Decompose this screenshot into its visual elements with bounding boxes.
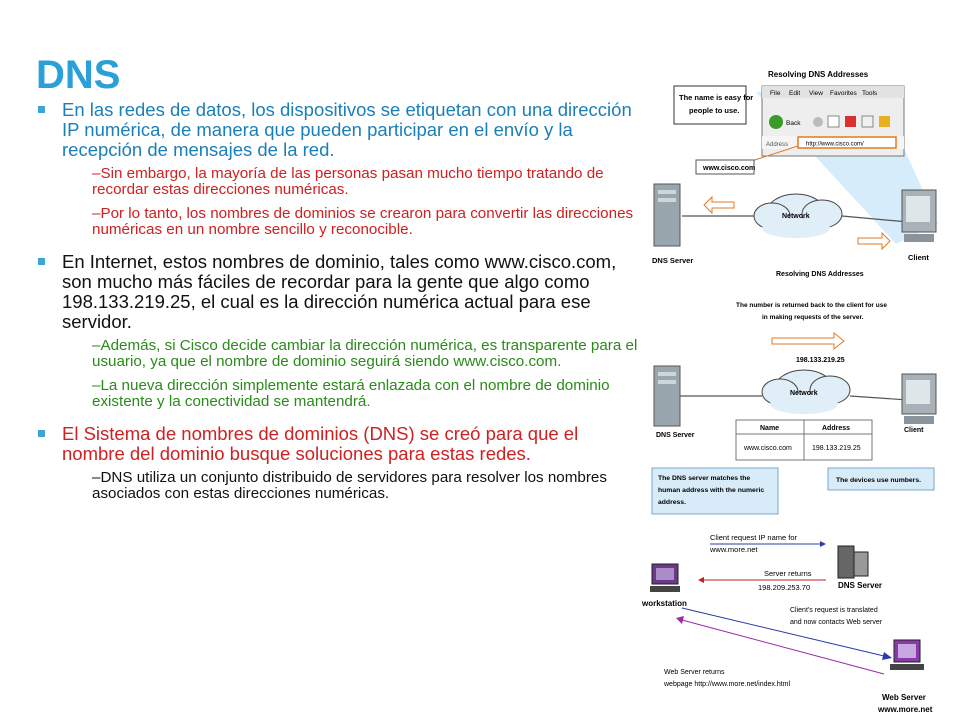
figure-resolving-dns-1 [646,66,946,288]
ret-line-2: 198.209.253.70 [758,583,811,592]
callout-dns-matches-line-2: human address with the numeric [658,487,765,494]
back-label[interactable]: Back [786,120,801,127]
forward-arrow-icon[interactable] [813,117,823,127]
dns-server-icon [654,184,680,246]
request-arrow-icon [704,197,734,213]
fig2-network-label: Network [790,390,818,397]
trans-line-2: and now contacts Web server [790,619,883,626]
bullet-3-text: El Sistema de nombres de dominios (DNS) se creó para que el nombre del dominio busque soluciones para estas redes. [62,423,579,464]
row-address-cell: 198.133.219.25 [812,445,861,452]
translated-request-head-icon [882,652,892,660]
bullet-1-sub-1: –Sin embargo, la mayoría de las personas pasan mucho tiempo tratando de recordar estas direcciones numéricas. [92,165,604,198]
workstation-label: workstation [642,599,687,608]
menu-view[interactable]: View [809,90,823,97]
refresh-icon[interactable] [845,116,856,127]
dns-server-icon [838,546,868,578]
bullet-1-sub-2: –Por lo tanto, los nombres de dominios se crearon para convertir las direcciones numéricas en un nombre sencillo y reconocible. [92,205,634,238]
workstation-icon [650,564,680,592]
col-name-header: Name [760,425,780,432]
url-box-text: www.cisco.com [703,165,756,172]
bullet-square-icon [38,430,45,437]
reply-arrow-icon [858,233,890,249]
slide-body [36,100,642,510]
web-server-label-2: www.more.net [878,705,933,714]
bullet-2-text: En Internet, estos nombres de dominio, tales como www.cisco.com, son mucho más fáciles de recordar para la gente que algo como 198.133.219.25, el cual es la dirección numérica actual para ese servidor. [62,251,617,332]
bullet-square-icon [38,106,45,113]
slide-title: DNS [36,53,121,97]
favorites-icon[interactable] [879,116,890,127]
req-line-2: www.more.net [710,545,758,554]
return-arrow-icon [772,333,844,349]
web-line-2: webpage http://www.more.net/index.html [664,681,791,688]
figure-resolving-dns-2 [646,292,946,522]
bullet-2-sub-1: –Además, si Cisco decide cambiar la dirección numérica, es transparente para el usuario, ya que el nombre de dominio seguirá siendo www.cisco.com. [92,337,638,370]
row-name-cell: www.cisco.com [744,445,792,452]
bullet-square-icon [38,258,45,265]
bullet-2-sub-2: –La nueva dirección simplemente estará enlazada con el nombre de dominio existente y la conectividad se mantendrá. [92,377,610,410]
req-line-1: Client request IP name for [710,533,797,542]
home-icon[interactable] [862,116,873,127]
fig1-title: Resolving DNS Addresses [768,70,869,79]
callout-dns-matches-line-1: The DNS server matches the [658,475,751,482]
address-label: Address [766,142,789,148]
menu-file[interactable]: File [770,90,781,97]
bullet-2 [36,252,642,332]
menu-tools[interactable]: Tools [862,90,878,97]
stop-icon[interactable] [828,116,839,127]
col-address-header: Address [822,425,851,432]
fig2-ip-label: 198.133.219.25 [796,357,845,364]
fig2-note-line-2: in making requests of the server. [762,314,864,321]
web-line-1: Web Server returns [664,669,725,676]
fig1-network-label: Network [782,213,810,220]
return-arrow-head-icon [698,577,704,583]
callout-dns-matches-line-3: address. [658,499,686,506]
webpage-return-head-icon [676,616,684,624]
fig2-client-label: Client [904,427,924,434]
fig2-note-line-1: The number is returned back to the client for use [736,302,887,309]
translated-request-line [682,608,884,656]
bullet-1 [36,100,642,160]
menu-favorites[interactable]: Favorites [830,90,857,97]
fig1-bottom-caption: Resolving DNS Addresses [776,271,864,278]
callout-devices-numbers-text: The devices use numbers. [836,477,921,484]
bullet-3-sub-1: –DNS utiliza un conjunto distribuido de servidores para resolver los nombres asociados con estas direcciones numéricas. [92,469,607,502]
fig2-dns-server-label: DNS Server [656,432,695,439]
bullet-1-text: En las redes de datos, los dispositivos se etiquetan con una dirección IP numérica, de manera que pueden participar en el envío y la recepción de mensajes de la red. [62,99,632,160]
dns-server-icon [654,366,680,426]
client-pc-icon [902,190,936,242]
bullet-3 [36,424,642,464]
menu-edit[interactable]: Edit [789,90,801,97]
fig1-dns-server-label: DNS Server [652,256,694,265]
figure-dns-lookup-flow [640,528,952,720]
callout-easy-name-line-2: people to use. [689,106,740,115]
link-cloud-client [850,396,908,400]
callout-easy-name [674,86,746,124]
ret-line-1: Server returns [764,569,812,578]
fig3-dns-server-label: DNS Server [838,581,883,590]
request-arrow-head-icon [820,541,826,547]
back-arrow-icon[interactable] [769,115,783,129]
webpage-return-line [682,620,884,674]
client-pc-icon [902,374,936,424]
fig1-client-label: Client [908,253,929,262]
web-server-label-1: Web Server [882,693,926,702]
trans-line-1: Client's request is translated [790,607,878,614]
callout-easy-name-line-1: The name is easy for [679,93,754,102]
web-server-icon [890,640,924,670]
url-text[interactable]: http://www.cisco.com/ [806,141,864,148]
